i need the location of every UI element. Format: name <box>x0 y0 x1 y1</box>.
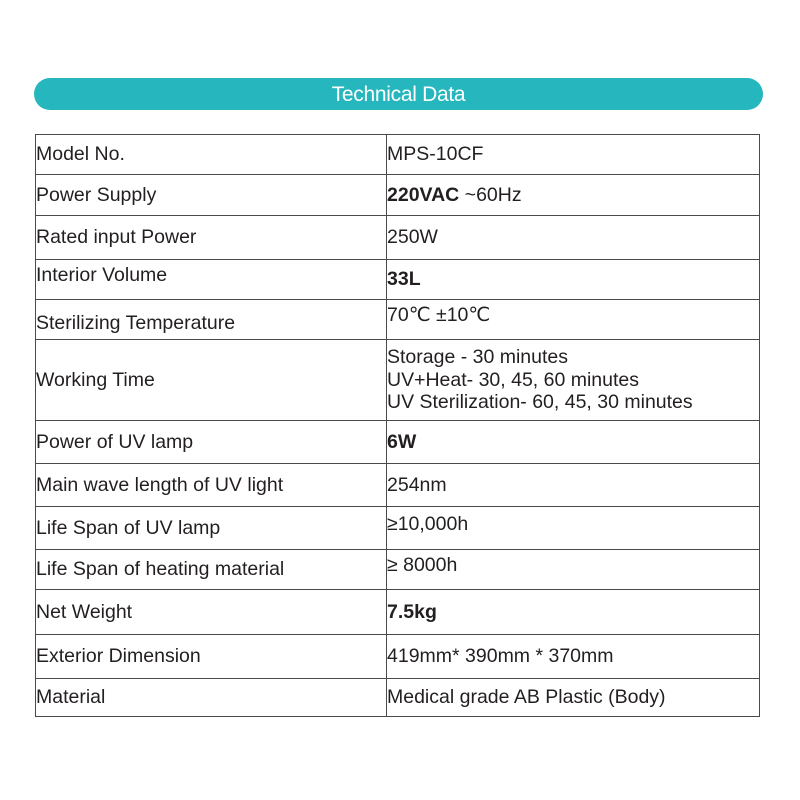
spec-value: 419mm* 390mm * 370mm <box>387 635 760 679</box>
spec-label: Working Time <box>36 340 387 421</box>
spec-value <box>387 507 760 550</box>
spec-value <box>387 550 760 590</box>
spec-label: Model No. <box>36 135 387 175</box>
working-time-line: UV Sterilization- 60, 45, 30 minutes <box>387 391 693 414</box>
spec-label-text: Sterilizing Temperature <box>36 312 236 335</box>
spec-value <box>387 175 760 216</box>
table-row <box>36 135 760 175</box>
table-row <box>36 421 760 464</box>
section-title: Technical Data <box>331 82 466 106</box>
spec-value-text: 70℃ ±10℃ <box>387 304 491 327</box>
spec-value: Medical grade AB Plastic (Body) <box>387 679 760 717</box>
table-row <box>36 635 760 679</box>
spec-value: 6W <box>387 421 760 464</box>
spec-value-voltage: 220VAC <box>387 183 460 206</box>
table-row <box>36 464 760 507</box>
spec-value: 250W <box>387 216 760 260</box>
working-time-line: UV+Heat- 30, 45, 60 minutes <box>387 368 640 391</box>
spec-label: Life Span of UV lamp <box>36 507 387 550</box>
table-row <box>36 340 760 421</box>
spec-value: 7.5kg <box>387 590 760 635</box>
table-row <box>36 679 760 717</box>
table-row <box>36 260 760 300</box>
spec-label: Power of UV lamp <box>36 421 387 464</box>
spec-value <box>387 300 760 340</box>
spec-value-text: ≥10,000h <box>387 512 469 535</box>
spec-label: Rated input Power <box>36 216 387 260</box>
spec-value: 254nm <box>387 464 760 507</box>
spec-label <box>36 260 387 300</box>
spec-label <box>36 300 387 340</box>
spec-value-multiline <box>387 340 760 421</box>
spec-value: 33L <box>387 260 760 300</box>
spec-label: Material <box>36 679 387 717</box>
spec-label: Main wave length of UV light <box>36 464 387 507</box>
spec-label-text: Interior Volume <box>36 264 168 287</box>
table-row <box>36 216 760 260</box>
table-row <box>36 590 760 635</box>
table-row <box>36 300 760 340</box>
spec-label: Exterior Dimension <box>36 635 387 679</box>
section-header-banner <box>34 78 763 110</box>
spec-value-frequency: ~60Hz <box>459 183 522 206</box>
table-row <box>36 550 760 590</box>
table-row <box>36 175 760 216</box>
working-time-line: Storage - 30 minutes <box>387 346 569 369</box>
technical-data-table <box>35 134 760 717</box>
spec-value: MPS-10CF <box>387 135 760 175</box>
spec-label: Life Span of heating material <box>36 550 387 590</box>
spec-label: Net Weight <box>36 590 387 635</box>
spec-label: Power Supply <box>36 175 387 216</box>
spec-value-text: ≥ 8000h <box>387 554 458 577</box>
table-row <box>36 507 760 550</box>
